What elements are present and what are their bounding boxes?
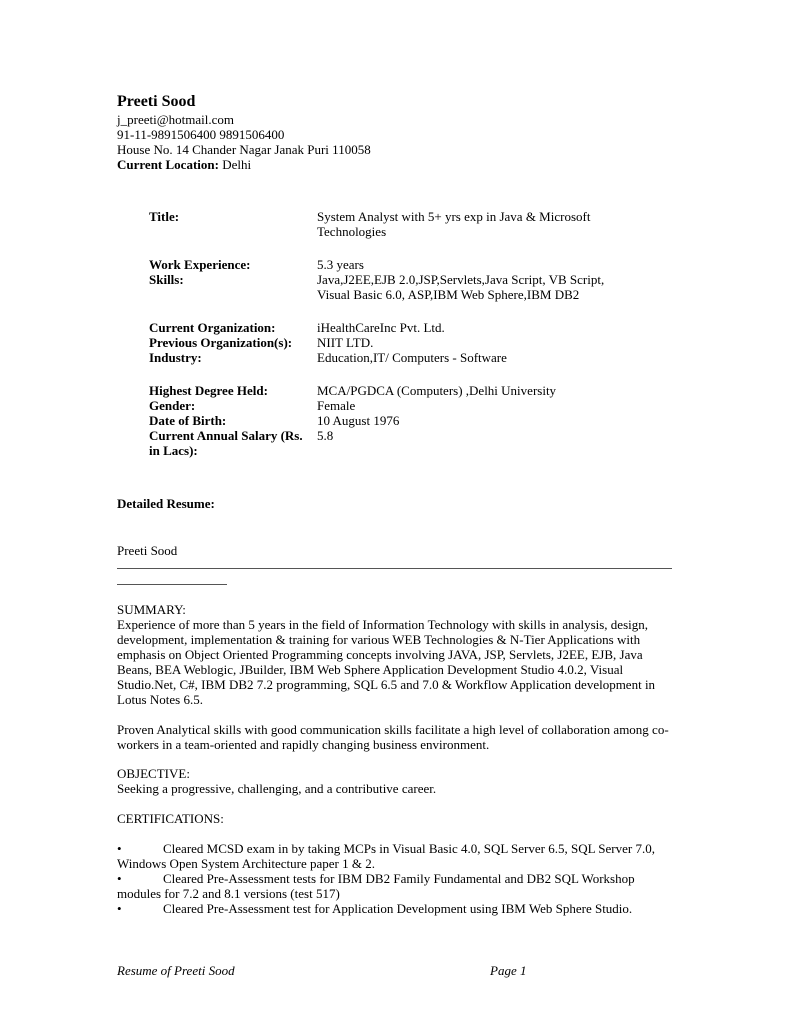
- page-number: Page 1: [490, 963, 527, 978]
- certification-text: Cleared Pre-Assessment test for Application Development using IBM Web Sphere Studio.: [163, 901, 633, 916]
- location-label: Current Location:: [117, 157, 219, 172]
- work-value: 5.3 years: [317, 257, 364, 272]
- summary-section: [117, 602, 677, 752]
- dob-label: Date of Birth:: [149, 413, 227, 428]
- industry-value: Education,IT/ Computers - Software: [317, 350, 507, 365]
- work-label: Work Experience:: [149, 257, 251, 272]
- objective-heading: OBJECTIVE:: [117, 766, 190, 781]
- certification-item: [117, 841, 677, 871]
- bullet-icon: •: [117, 871, 122, 886]
- degree-label: Highest Degree Held:: [149, 383, 268, 398]
- gender-value: Female: [317, 398, 356, 413]
- title-label: Title:: [149, 209, 180, 224]
- salary-label: Current Annual Salary (Rs. in Lacs):: [149, 428, 303, 458]
- gender-label: Gender:: [149, 398, 196, 413]
- prev-org-label: Previous Organization(s):: [149, 335, 293, 350]
- current-location: [117, 157, 617, 172]
- skills-label: Skills:: [149, 272, 184, 287]
- certifications-heading: CERTIFICATIONS:: [117, 811, 224, 826]
- certification-item: [117, 901, 677, 916]
- certification-text: Cleared MCSD exam in by taking MCPs in Visual Basic 4.0, SQL Server 6.5, SQL Server 7.0, Windows Open System Architecture paper 1 & 2.: [117, 841, 655, 871]
- certification-item: [117, 871, 677, 901]
- industry-label: Industry:: [149, 350, 202, 365]
- email-text: j_preeti@hotmail.com: [117, 112, 235, 127]
- phone-text: 91-11-9891506400 9891506400: [117, 127, 285, 142]
- detailed-resume-name: Preeti Sood: [117, 543, 178, 558]
- salary-value: 5.8: [317, 428, 334, 443]
- degree-value: MCA/PGDCA (Computers) ,Delhi University: [317, 383, 557, 398]
- bullet-icon: •: [117, 901, 122, 916]
- prev-org-value: NIIT LTD.: [317, 335, 374, 350]
- summary-paragraph-1: Experience of more than 5 years in the field of Information Technology with skills in analysis, design, development, implementation & training for various WEB Technologies & N-Tier Applications with emphasis on Object Oriented Programming concepts involving JAVA, JSP, Servlets, J2EE, EJB, Java Beans, BEA Weblogic, JBuilder, IBM Web Sphere Application Development Studio 4.0.2, Visual Studio.Net, C#, IBM DB2 7.2 programming, SQL 6.5 and 7.0 & Workflow Application development in Lotus Notes 6.5.: [117, 617, 656, 707]
- horizontal-rule: [117, 568, 672, 569]
- location-value: Delhi: [218, 157, 252, 172]
- objective-text: Seeking a progressive, challenging, and a contributive career.: [117, 781, 437, 796]
- candidate-name: Preeti Sood: [117, 93, 196, 110]
- dob-value: 10 August 1976: [317, 413, 400, 428]
- detailed-resume-heading: Detailed Resume:: [117, 496, 215, 511]
- bullet-icon: •: [117, 841, 122, 856]
- skills-value: Java,J2EE,EJB 2.0,JSP,Servlets,Java Script, VB Script, Visual Basic 6.0, ASP,IBM Web Sphere,IBM DB2: [317, 272, 605, 302]
- horizontal-rule-short: [117, 584, 227, 585]
- summary-heading: SUMMARY:: [117, 602, 186, 617]
- title-value: System Analyst with 5+ yrs exp in Java & Microsoft Technologies: [317, 209, 591, 239]
- contact-block: [117, 112, 617, 172]
- certification-text: Cleared Pre-Assessment tests for IBM DB2 Family Fundamental and DB2 SQL Workshop modules for 7.2 and 8.1 versions (test 517): [117, 871, 635, 901]
- certifications-section: [117, 811, 677, 916]
- footer-title: Resume of Preeti Sood: [117, 963, 235, 978]
- current-org-value: iHealthCareInc Pvt. Ltd.: [317, 320, 445, 335]
- summary-paragraph-2: Proven Analytical skills with good communication skills facilitate a high level of collaboration among co-workers in a team-oriented and rapidly changing business environment.: [117, 722, 669, 752]
- address-text: House No. 14 Chander Nagar Janak Puri 110058: [117, 142, 371, 157]
- current-org-label: Current Organization:: [149, 320, 276, 335]
- objective-section: [117, 766, 677, 796]
